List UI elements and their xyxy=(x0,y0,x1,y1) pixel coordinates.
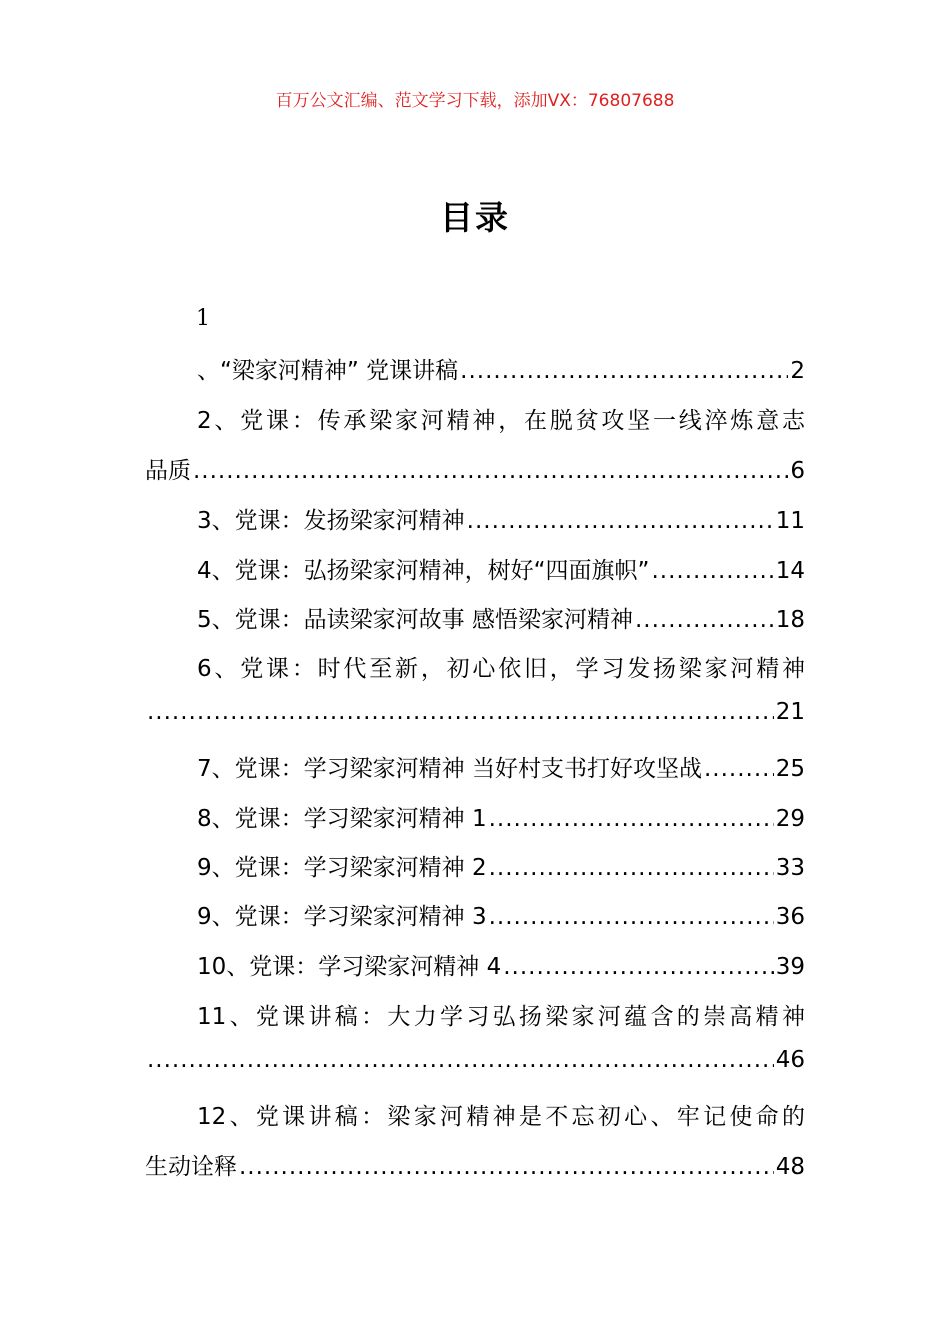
toc-entry[interactable] xyxy=(145,849,805,883)
toc-leader-dots xyxy=(503,954,774,980)
toc-leader-dots xyxy=(460,358,788,384)
toc-entry[interactable] xyxy=(145,601,805,635)
toc-entry[interactable] xyxy=(145,502,805,536)
toc-entry-title: 品质 xyxy=(145,458,191,484)
toc-entry-line1[interactable]: 6、党课：时代至新，初心依旧，学习发扬梁家河精神 xyxy=(197,656,805,682)
toc-leader-dots xyxy=(635,607,774,633)
toc-entry-page: 18 xyxy=(775,607,805,633)
toc-entry-page: 33 xyxy=(775,855,805,881)
toc-entry-title: 生动诠释 xyxy=(145,1154,237,1180)
toc-entry-page: 6 xyxy=(790,458,805,484)
toc-entry-title: 4、党课：弘扬梁家河精神，树好“四面旗帜” xyxy=(197,558,650,584)
toc-entry[interactable] xyxy=(145,699,805,733)
toc-leader-dots xyxy=(193,458,788,484)
toc-entry[interactable] xyxy=(145,800,805,834)
toc-entry-title: 8、党课：学习梁家河精神 1 xyxy=(197,806,487,832)
toc-leader-dots xyxy=(651,558,773,584)
toc-entry-title: 3、党课：发扬梁家河精神 xyxy=(197,508,465,534)
toc-entry[interactable] xyxy=(145,750,805,784)
toc-entry-title: 、“梁家河精神” 党课讲稿 xyxy=(197,358,459,384)
toc-entry-page: 2 xyxy=(790,358,805,384)
toc-entry-page: 36 xyxy=(775,904,805,930)
toc-entry-page: 39 xyxy=(775,954,805,980)
toc-leader-dots xyxy=(147,699,774,725)
toc-entry[interactable] xyxy=(145,898,805,932)
toc-leader-dots xyxy=(147,1047,774,1073)
toc-entry-title: 5、党课：品读梁家河故事 感悟梁家河精神 xyxy=(197,607,633,633)
toc-entry-page: 29 xyxy=(775,806,805,832)
page-title: 目录 xyxy=(440,198,510,237)
toc-entry-page: 21 xyxy=(775,699,805,725)
toc-entry-title: 9、党课：学习梁家河精神 2 xyxy=(197,855,487,881)
toc-entry[interactable] xyxy=(145,552,805,586)
toc-entry-title: 10、党课：学习梁家河精神 4 xyxy=(197,954,502,980)
toc-leader-dots xyxy=(489,855,774,881)
toc-entry-line1[interactable]: 12、党课讲稿：梁家河精神是不忘初心、牢记使命的 xyxy=(197,1104,805,1130)
toc-first-number: 1 xyxy=(196,306,210,331)
toc-entry[interactable] xyxy=(145,948,805,982)
toc-leader-dots xyxy=(489,904,774,930)
toc-entry-page: 46 xyxy=(775,1047,805,1073)
toc-entry-page: 14 xyxy=(775,558,805,584)
toc-entry-page: 11 xyxy=(775,508,805,534)
toc-entry-line1[interactable]: 11、党课讲稿：大力学习弘扬梁家河蕴含的崇高精神 xyxy=(197,1004,805,1030)
toc-entry[interactable] xyxy=(145,352,805,386)
toc-leader-dots xyxy=(467,508,774,534)
toc-entry[interactable] xyxy=(145,1148,805,1182)
toc-entry-page: 48 xyxy=(775,1154,805,1180)
toc-entry[interactable] xyxy=(145,1047,805,1081)
toc-entry-title: 7、党课：学习梁家河精神 当好村支书打好攻坚战 xyxy=(197,756,702,782)
toc-entry-page: 25 xyxy=(775,756,805,782)
toc-entry[interactable] xyxy=(145,452,805,486)
header-watermark-text: 百万公文汇编、范文学习下载，添加VX：76807688 xyxy=(275,91,675,111)
toc-entry-title: 9、党课：学习梁家河精神 3 xyxy=(197,904,487,930)
toc-leader-dots xyxy=(239,1154,774,1180)
toc-leader-dots xyxy=(704,756,774,782)
toc-leader-dots xyxy=(489,806,774,832)
toc-entry-line1[interactable]: 2、党课：传承梁家河精神，在脱贫攻坚一线淬炼意志 xyxy=(197,408,805,434)
